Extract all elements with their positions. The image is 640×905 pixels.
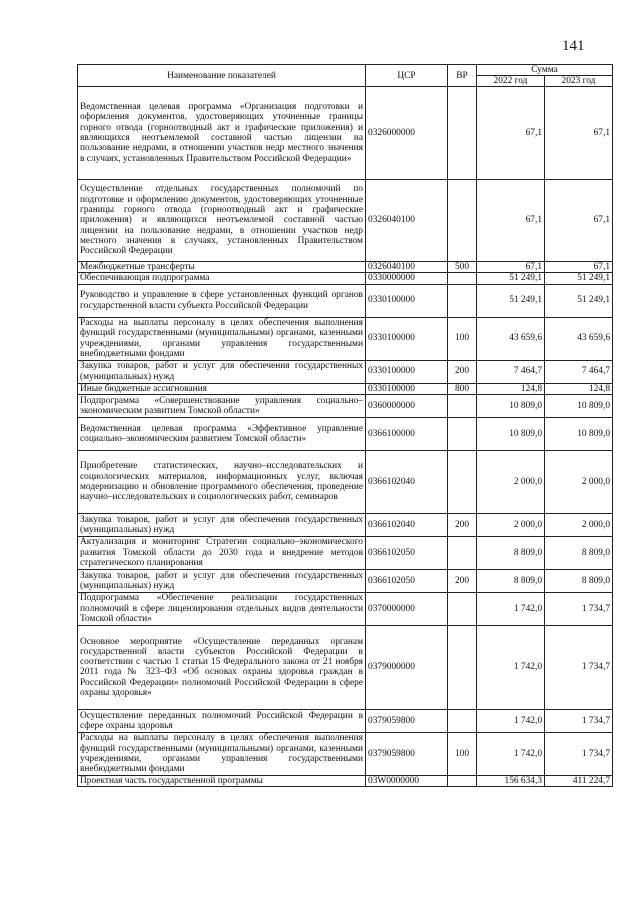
- header-sum: Сумма: [477, 65, 613, 76]
- row-csr: 03W0000000: [366, 775, 448, 786]
- row-name: Осуществление переданных полномочий Российской Федерации в сфере охраны здоровья: [78, 709, 366, 732]
- row-value-2022: 8 809,0: [477, 536, 545, 569]
- row-name: Ведомственная целевая программа «Эффективное управление социально–экономическим развитием Томской области»: [78, 417, 366, 450]
- row-csr: 0330000000: [366, 273, 448, 284]
- row-value-2023: 8 809,0: [545, 569, 613, 592]
- row-value-2023: 124,8: [545, 383, 613, 394]
- header-csr: ЦСР: [366, 65, 448, 87]
- row-csr: 0330100000: [366, 383, 448, 394]
- row-value-2023: 411 224,7: [545, 775, 613, 786]
- row-value-2023: 1 734,7: [545, 592, 613, 625]
- row-value-2023: 67,1: [545, 180, 613, 262]
- row-value-2022: 1 742,0: [477, 732, 545, 775]
- table-row: [78, 592, 613, 625]
- row-name: Актуализация и мониторинг Стратегии социально–экономического развития Томской области до 2030 года и внедрение методов стратегического планирования: [78, 536, 366, 569]
- row-name: Обеспечивающая подпрограмма: [78, 273, 366, 284]
- table-row: [78, 180, 613, 262]
- row-csr: 0326040100: [366, 180, 448, 262]
- row-vr: [448, 394, 477, 417]
- table-row: [78, 625, 613, 709]
- row-name: Проектная часть государственной программы: [78, 775, 366, 786]
- row-value-2023: 2 000,0: [545, 513, 613, 536]
- row-csr: 0379059800: [366, 732, 448, 775]
- row-name: Закупка товаров, работ и услуг для обеспечения государственных (муниципальных) нужд: [78, 360, 366, 383]
- table-row: [78, 383, 613, 394]
- row-vr: 100: [448, 317, 477, 360]
- table-row: [78, 262, 613, 273]
- row-csr: 0360000000: [366, 394, 448, 417]
- row-value-2022: 156 634,3: [477, 775, 545, 786]
- table-row: [78, 450, 613, 513]
- header-name: Наименование показателей: [78, 65, 366, 87]
- row-vr: [448, 625, 477, 709]
- row-vr: 800: [448, 383, 477, 394]
- table-row: [78, 273, 613, 284]
- row-name: Ведомственная целевая программа «Организация подготовки и оформления документов, удостоверяющих уточненные границы горного отвода (горноотводный акт и графические приложения) и являющихся неотъемлемой составной частью лицензии на пользование недрами, в отношении участков недр местного значения в случаях, установленных Правительством Российской Федерации»: [78, 87, 366, 180]
- row-vr: [448, 709, 477, 732]
- row-value-2022: 8 809,0: [477, 569, 545, 592]
- row-csr: 0330100000: [366, 360, 448, 383]
- row-csr: 0326040100: [366, 262, 448, 273]
- row-name: Руководство и управление в сфере установленных функций органов государственной власти субъекта Российской Федерации: [78, 284, 366, 317]
- table-row: [78, 775, 613, 786]
- row-csr: 0366102040: [366, 513, 448, 536]
- row-value-2023: 10 809,0: [545, 394, 613, 417]
- row-vr: [448, 273, 477, 284]
- row-vr: 500: [448, 262, 477, 273]
- row-value-2023: 8 809,0: [545, 536, 613, 569]
- row-value-2022: 10 809,0: [477, 394, 545, 417]
- row-name: Подпрограмма «Совершенствование управления социально–экономическим развитием Томской области»: [78, 394, 366, 417]
- row-value-2023: 1 734,7: [545, 625, 613, 709]
- row-value-2023: 7 464,7: [545, 360, 613, 383]
- row-vr: 100: [448, 732, 477, 775]
- row-value-2023: 2 000,0: [545, 450, 613, 513]
- row-value-2022: 7 464,7: [477, 360, 545, 383]
- table-row: [78, 317, 613, 360]
- row-vr: [448, 180, 477, 262]
- row-vr: [448, 592, 477, 625]
- header-year-2022: 2022 год: [477, 76, 545, 87]
- table-row: [78, 513, 613, 536]
- row-csr: 0379059800: [366, 709, 448, 732]
- row-name: Закупка товаров, работ и услуг для обеспечения государственных (муниципальных) нужд: [78, 569, 366, 592]
- row-value-2022: 1 742,0: [477, 592, 545, 625]
- row-name: Основное мероприятие «Осуществление переданных органам государственной власти субъектов Российской Федерации в соответствии с частью 1 статьи 15 Федерального закона от 21 ноября 2011 года № 323–ФЗ «Об основах охраны здоровья граждан в Российской Федерации» полномочий Российской Федерации в сфере охраны здоровья»: [78, 625, 366, 709]
- table-row: [78, 360, 613, 383]
- row-vr: [448, 284, 477, 317]
- row-value-2022: 51 249,1: [477, 273, 545, 284]
- row-name: Расходы на выплаты персоналу в целях обеспечения выполнения функций государственными (муниципальными) органами, казенными учреждениями, органами управления государственными внебюджетными фондами: [78, 317, 366, 360]
- row-value-2022: 1 742,0: [477, 625, 545, 709]
- row-value-2023: 67,1: [545, 87, 613, 180]
- row-value-2023: 67,1: [545, 262, 613, 273]
- header-year-2023: 2023 год: [545, 76, 613, 87]
- row-value-2022: 124,8: [477, 383, 545, 394]
- row-value-2022: 10 809,0: [477, 417, 545, 450]
- row-value-2022: 67,1: [477, 180, 545, 262]
- row-value-2023: 1 734,7: [545, 732, 613, 775]
- row-name: Подпрограмма «Обеспечение реализации государственных полномочий в сфере лицензирования отдельных видов деятельности Томской области»: [78, 592, 366, 625]
- table-row: [78, 394, 613, 417]
- row-csr: 0330100000: [366, 317, 448, 360]
- table-row: [78, 284, 613, 317]
- row-vr: 200: [448, 360, 477, 383]
- row-value-2022: 67,1: [477, 262, 545, 273]
- page-number: 141: [562, 38, 585, 54]
- row-value-2022: 1 742,0: [477, 709, 545, 732]
- row-value-2023: 10 809,0: [545, 417, 613, 450]
- row-value-2023: 1 734,7: [545, 709, 613, 732]
- table-row: [78, 709, 613, 732]
- row-value-2022: 67,1: [477, 87, 545, 180]
- row-vr: 200: [448, 513, 477, 536]
- table-row: [78, 732, 613, 775]
- row-vr: [448, 450, 477, 513]
- table-row: [78, 417, 613, 450]
- row-vr: [448, 775, 477, 786]
- row-csr: 0326000000: [366, 87, 448, 180]
- row-csr: 0379000000: [366, 625, 448, 709]
- row-name: Расходы на выплаты персоналу в целях обеспечения выполнения функций государственными (муниципальными) органами, казенными учреждениями, органами управления государственными внебюджетными фондами: [78, 732, 366, 775]
- budget-table: [77, 64, 613, 787]
- row-vr: 200: [448, 569, 477, 592]
- row-name: Осуществление отдельных государственных полномочий по подготовке и оформлению документов, удостоверяющих уточненные границы горного отвода (горноотводный акт и графические приложения) и являющихся неотъемлемой составной частью лицензии на пользование недрами, в отношении участков недр местного значения в случаях, установленных Правительством Российской Федерации: [78, 180, 366, 262]
- row-vr: [448, 417, 477, 450]
- row-value-2022: 51 249,1: [477, 284, 545, 317]
- row-csr: 0366102050: [366, 569, 448, 592]
- row-csr: 0366100000: [366, 417, 448, 450]
- header-vr: ВР: [448, 65, 477, 87]
- row-csr: 0366102040: [366, 450, 448, 513]
- row-value-2023: 51 249,1: [545, 284, 613, 317]
- row-value-2022: 2 000,0: [477, 450, 545, 513]
- row-vr: [448, 87, 477, 180]
- row-value-2022: 2 000,0: [477, 513, 545, 536]
- table-row: [78, 536, 613, 569]
- row-csr: 0366102050: [366, 536, 448, 569]
- row-value-2023: 43 659,6: [545, 317, 613, 360]
- row-name: Закупка товаров, работ и услуг для обеспечения государственных (муниципальных) нужд: [78, 513, 366, 536]
- row-value-2023: 51 249,1: [545, 273, 613, 284]
- row-name: Иные бюджетные ассигнования: [78, 383, 366, 394]
- row-csr: 0330100000: [366, 284, 448, 317]
- row-name: Межбюджетные трансферты: [78, 262, 366, 273]
- row-csr: 0370000000: [366, 592, 448, 625]
- table-row: [78, 569, 613, 592]
- row-value-2022: 43 659,6: [477, 317, 545, 360]
- row-vr: [448, 536, 477, 569]
- table-row: [78, 87, 613, 180]
- row-name: Приобретение статистических, научно–исследовательских и социологических материалов, информационных услуг, включая модернизацию и обновление программного обеспечения, проведение научно–исследовательских и социологических работ, семинаров: [78, 450, 366, 513]
